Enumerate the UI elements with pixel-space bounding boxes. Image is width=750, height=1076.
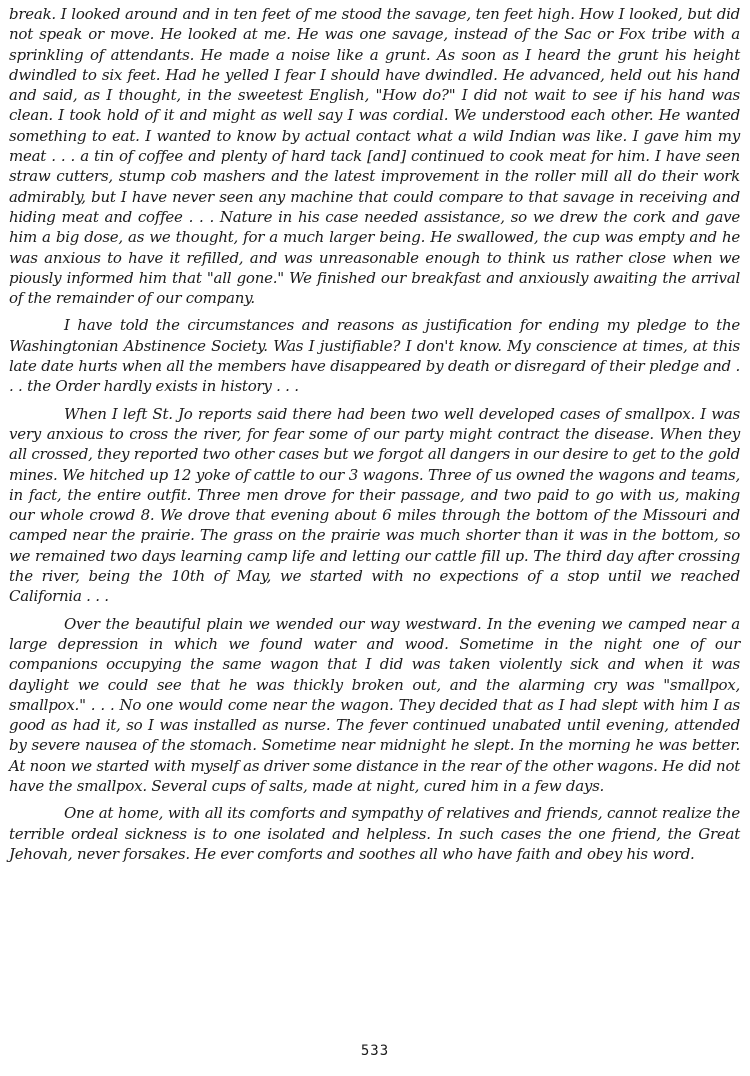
paragraph-3: When I left St. Jo reports said there had been two well developed cases of smallpox. I was very anxious to cross the river, for fear some of our party might contract the disease. When they all crossed, they reported two other cases but we forgot all dangers in our desire to get to the gold mines. We hitched up 12 yoke of cattle to our 3 wagons. Three of us owned the wagons and teams, in fact, the entire outfit. Three men drove for their passage, and two paid to go with us, making our whole crowd 8. We drove that evening about 6 miles through the bottom of the Missouri and camped near the prairie. The grass on the prairie was much shorter than it was in the bottom, so we remained two days learning camp life and letting our cattle fill up. The third day after crossing the river, being the 10th of May, we started with no expections of a stop until we reached California . . . (9, 404, 740, 606)
page-number: 533 (360, 1043, 390, 1059)
paragraph-1: break. I looked around and in ten feet of me stood the savage, ten feet high. How I looked, but did not speak or move. He looked at me. He was one savage, instead of the Sac or Fox tribe with a sprinkling of attendants. He made a noise like a grunt. As soon as I heard the grunt his height dwindled to six feet. Had he yelled I fear I should have dwindled. He advanced, held out his hand and said, as I thought, in the sweetest English, "How do?" I did not wait to see if his hand was clean. I took hold of it and might as well say I was cordial. We understood each other. He wanted something to eat. I wanted to know by actual contact what a wild Indian was like. I gave him my meat . . . a tin of coffee and plenty of hard tack [and] continued to cook meat for him. I have seen straw cutters, stump cob mashers and the latest improvement in the roller mill all do their work admirably, but I have never seen any machine that could compare to that savage in receiving and hiding meat and coffee . . . Nature in his case needed assistance, so we drew the cork and gave him a big dose, as we thought, for a much larger being. He swallowed, the cup was empty and he was anxious to have it refilled, and was unreasonable enough to think us rather close when we piously informed him that "all gone." We finished our breakfast and anxiously awaiting the arrival of the remainder of our company. (9, 5, 740, 308)
paragraph-4: Over the beautiful plain we wended our way westward. In the evening we camped near a large depression in which we found water and wood. Sometime in the night one of our companions occupying the same wagon that I did was taken violently sick and when it was daylight we could see that he was thickly broken out, and the alarming cry was "smallpox, smallpox." . . . No one would come near the wagon. They decided that as I had slept with him I as good as had it, so I was installed as nurse. The fever continued unabated until evening, attended by severe nausea of the stomach. Sometime near midnight he slept. In the morning he was better. At noon we started with myself as driver some distance in the rear of the other wagons. He did not have the smallpox. Several cups of salts, made at night, cured him in a few days. (9, 614, 740, 795)
paragraph-2: I have told the circumstances and reasons as justification for ending my pledge to the Washingtonian Abstinence Society. Was I justifiable? I don't know. My conscience at times, at this late date hurts when all the members have disappeared by death or disregard of their pledge and . . . the Order hardly exists in history . . . (9, 316, 740, 396)
paragraph-5: One at home, with all its comforts and sympathy of relatives and friends, cannot realize the terrible ordeal sickness is to one isolated and helpless. In such cases the one friend, the Great Jehovah, never forsakes. He ever comforts and soothes all who have faith and obey his word. (9, 804, 740, 863)
